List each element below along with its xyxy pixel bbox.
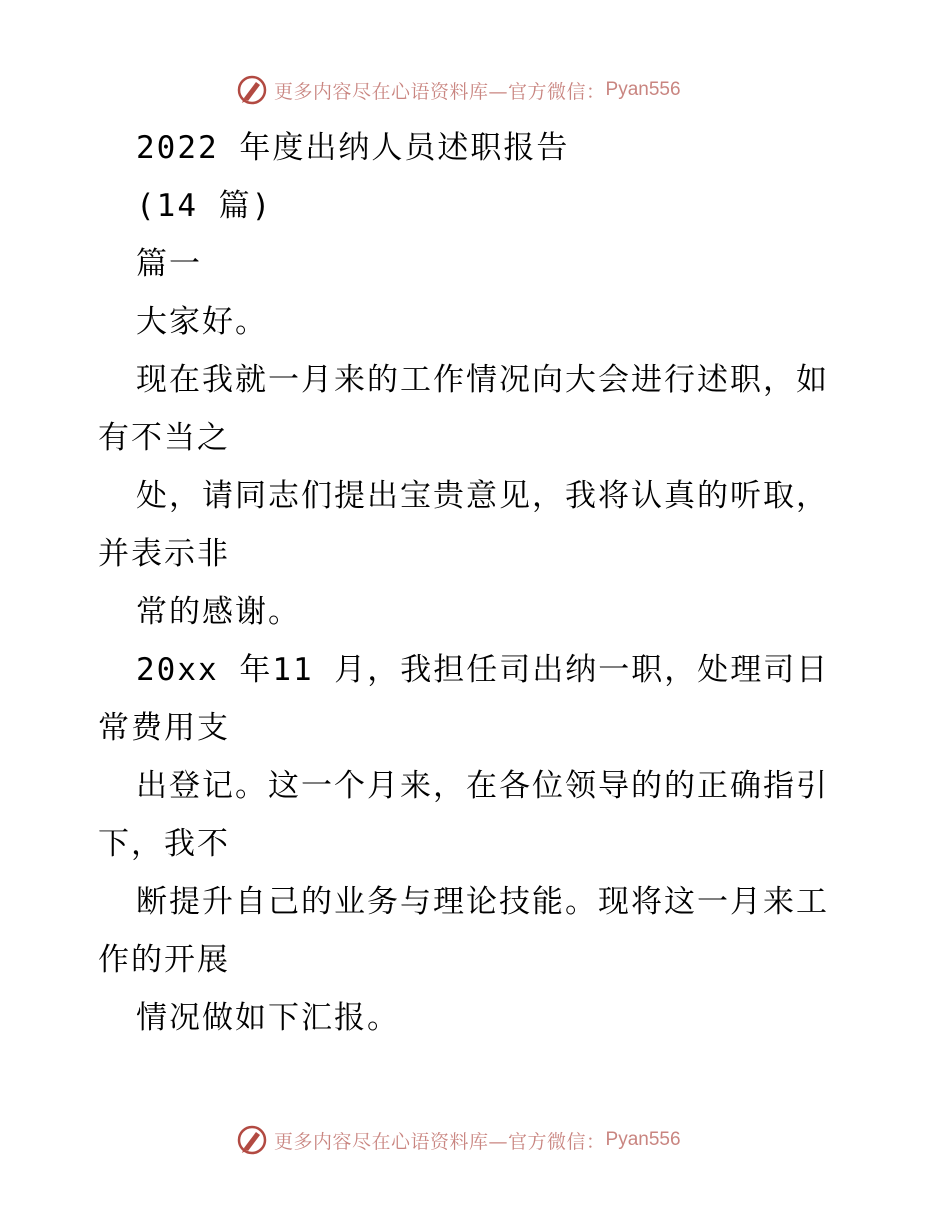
section-heading: 篇一 xyxy=(136,246,202,282)
footer-banner-id: Pyan556 xyxy=(605,1129,681,1150)
paragraph-line: 下，我不 xyxy=(98,826,230,862)
document-title: 2022 年度出纳人员述职报告 xyxy=(136,130,570,166)
paragraph-line: 有不当之 xyxy=(98,420,230,456)
header-banner xyxy=(236,72,716,108)
paragraph-line: 出登记。这一个月来，在各位领导的的正确指引 xyxy=(136,768,829,804)
paragraph-line: 常的感谢。 xyxy=(136,594,301,630)
paragraph-line: 断提升自己的业务与理论技能。现将这一月来工 xyxy=(136,884,829,920)
header-banner-text: 更多内容尽在心语资料库—官方微信： xyxy=(274,80,606,103)
paragraph-line: 处，请同志们提出宝贵意见，我将认真的听取， xyxy=(136,478,829,514)
footer-banner xyxy=(236,1122,716,1158)
pen-logo-icon xyxy=(236,74,268,106)
pen-logo-icon xyxy=(236,1124,268,1156)
paragraph-line: 现在我就一月来的工作情况向大会进行述职，如 xyxy=(136,362,829,398)
paragraph-line: 并表示非 xyxy=(98,536,230,572)
paragraph-line: 情况做如下汇报。 xyxy=(136,1000,400,1036)
paragraph-line: 作的开展 xyxy=(98,942,230,978)
footer-banner-text: 更多内容尽在心语资料库—官方微信： xyxy=(274,1130,606,1153)
document-subtitle: (14 篇) xyxy=(136,188,273,224)
paragraph-line: 20xx 年11 月，我担任司出纳一职，处理司日 xyxy=(136,652,830,688)
paragraph-line: 常费用支 xyxy=(98,710,230,746)
header-banner-id: Pyan556 xyxy=(605,79,681,100)
paragraph-line: 大家好。 xyxy=(136,304,268,340)
